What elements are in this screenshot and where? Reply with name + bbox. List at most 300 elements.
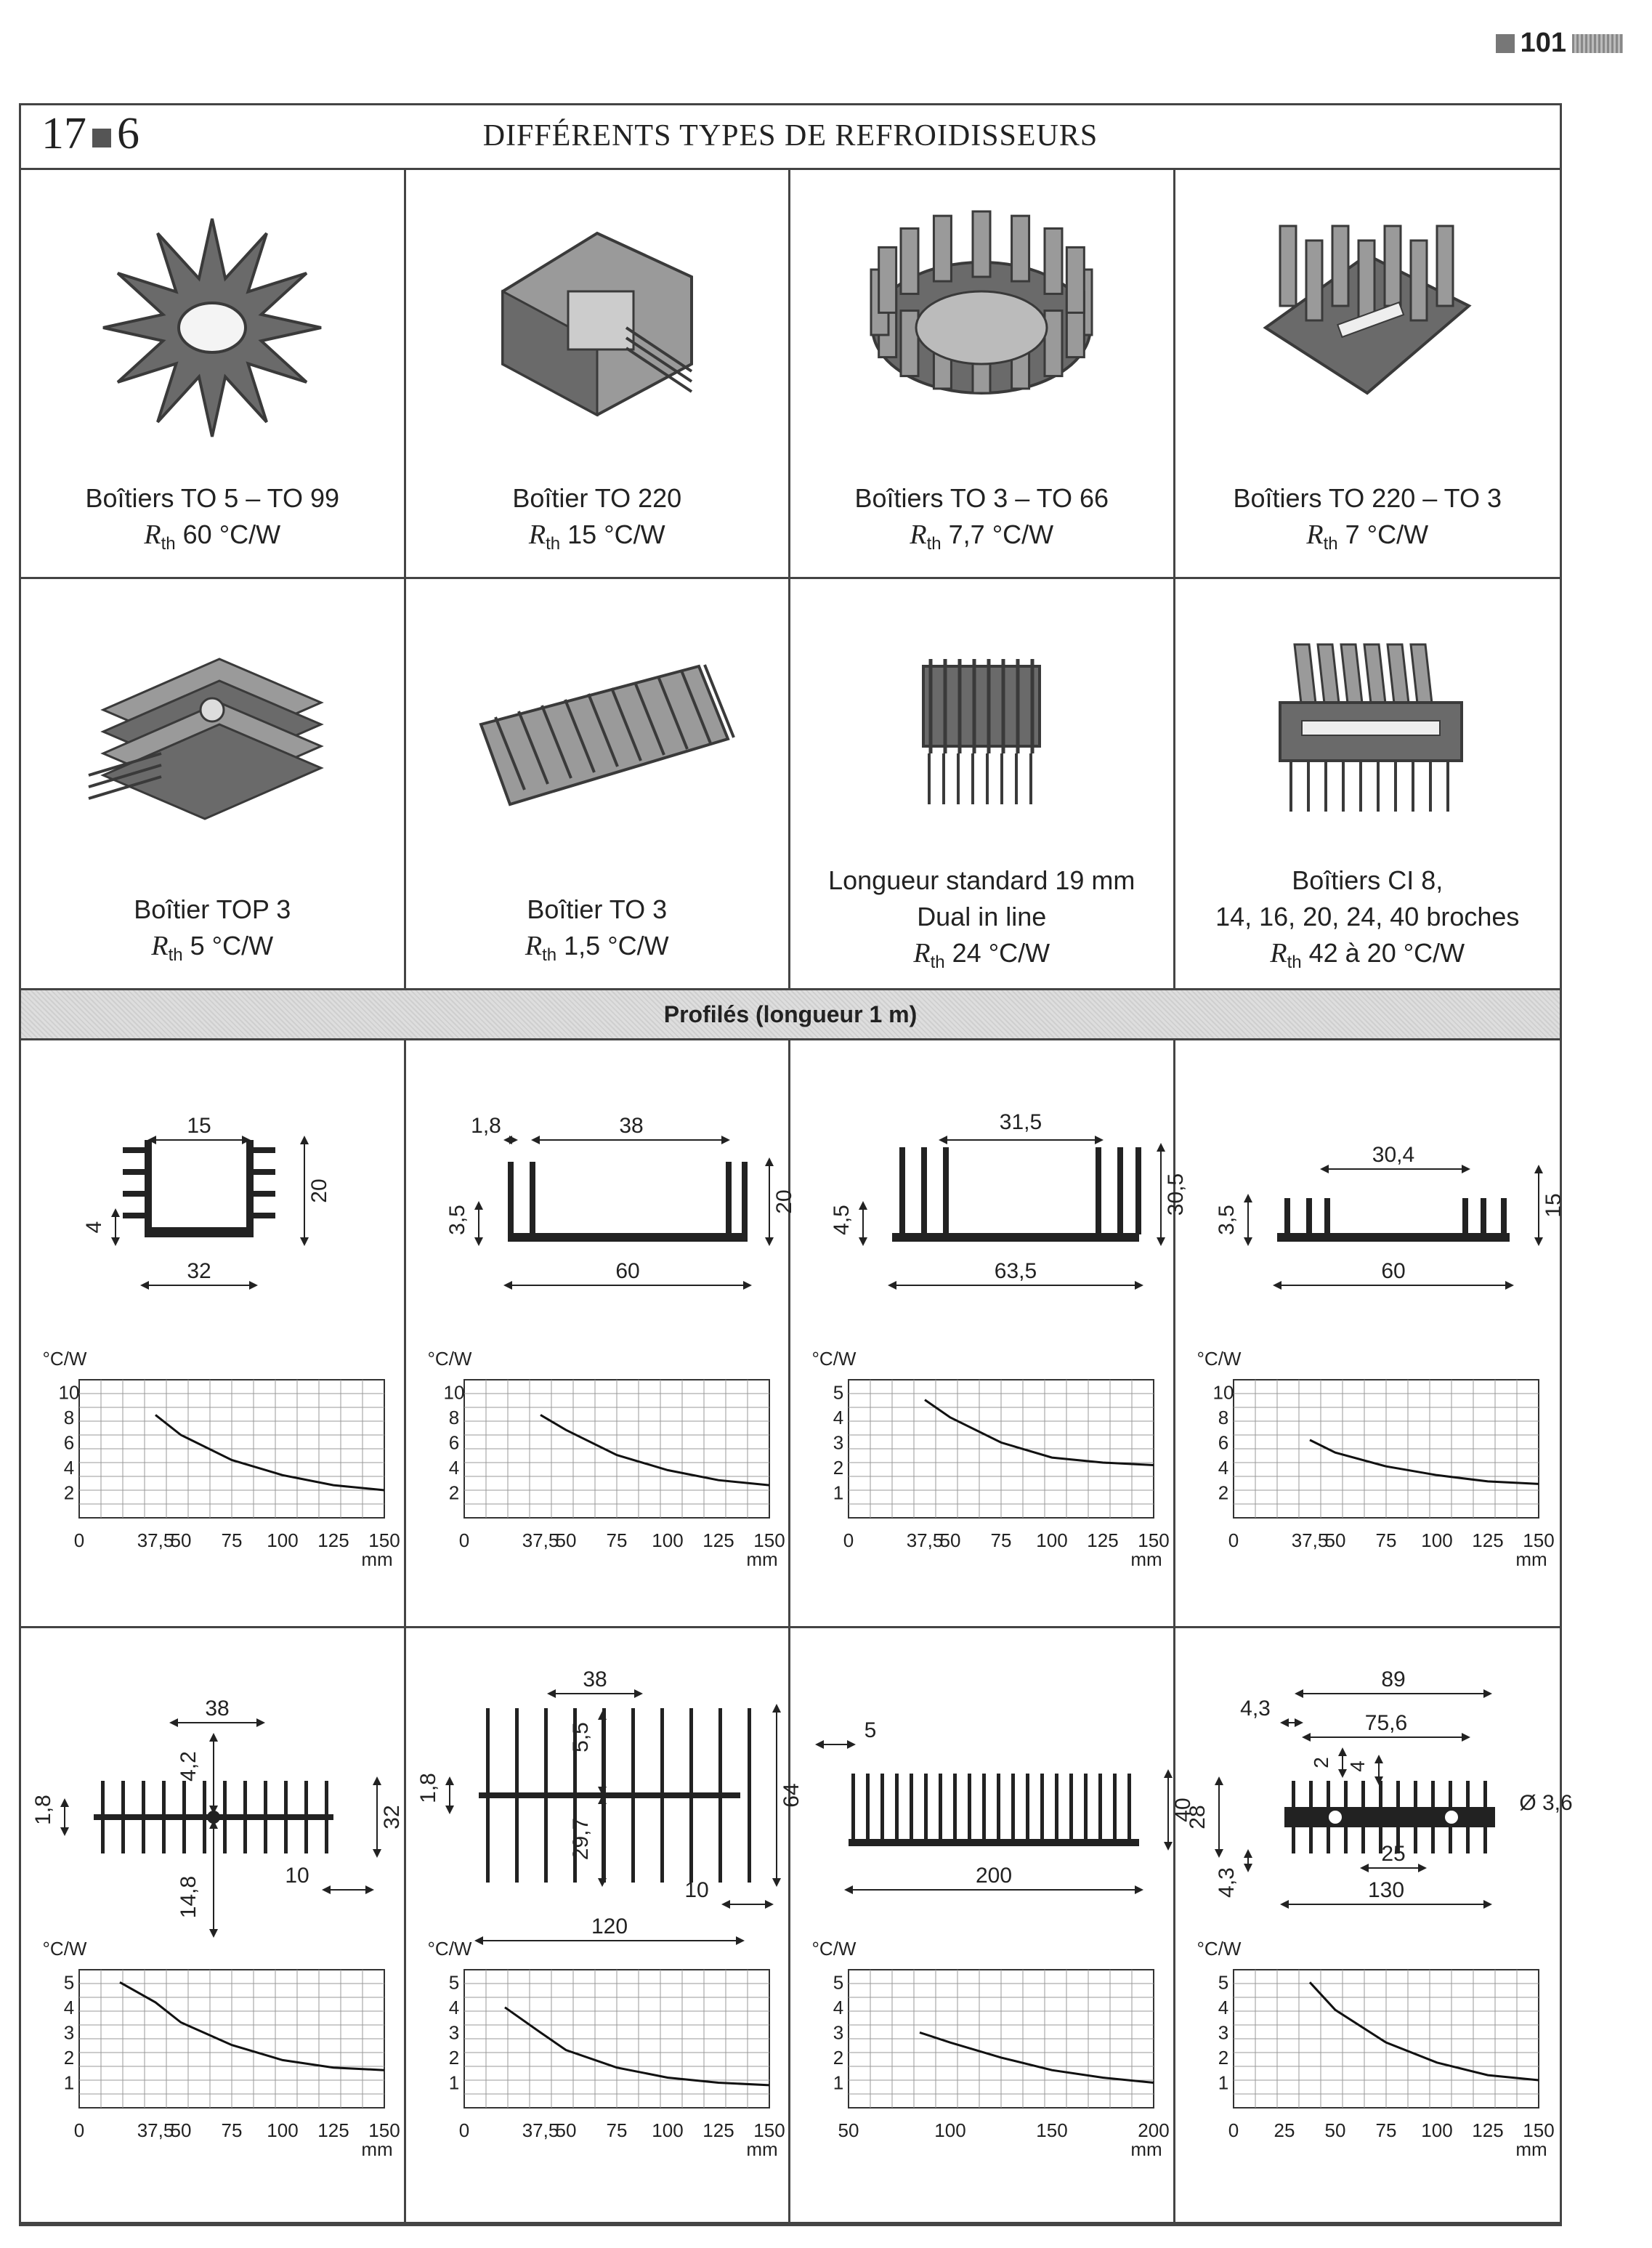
rth-symbol: R xyxy=(913,938,931,969)
profile-svg xyxy=(1175,1628,1573,2209)
y-tick-label: 5 xyxy=(833,1381,844,1404)
profile-cell xyxy=(790,1628,1195,2224)
y-unit-label: °C/W xyxy=(1197,1348,1241,1370)
y-tick-label: 6 xyxy=(448,1431,459,1454)
x-tick-label: 125 xyxy=(317,2119,349,2141)
y-tick-label: 5 xyxy=(448,1971,459,1994)
x-unit-label: mm xyxy=(745,1548,778,1570)
profile-fin xyxy=(254,1191,275,1197)
profile-fin xyxy=(1501,1198,1507,1234)
y-tick-label: 5 xyxy=(833,1971,844,1994)
x-tick-label: 37,5 xyxy=(906,1529,944,1551)
y-tick-label: 2 xyxy=(1218,2046,1228,2069)
rth-symbol: R xyxy=(525,931,543,961)
profile-base xyxy=(508,1233,748,1242)
profile-fin xyxy=(284,1781,288,1853)
profile-fin xyxy=(921,1147,927,1234)
profile-fin xyxy=(1135,1147,1141,1234)
product-caption xyxy=(406,891,789,974)
x-tick-label: 50 xyxy=(838,2119,859,2141)
product-rth xyxy=(406,928,789,974)
product-cell xyxy=(1175,168,1560,579)
profile-fin xyxy=(123,1147,145,1153)
dim-label: 4,3 xyxy=(1214,1867,1239,1898)
y-unit-label: °C/W xyxy=(1197,1938,1241,1960)
dim-label: 1,8 xyxy=(31,1795,55,1825)
profile-svg xyxy=(21,1628,406,2209)
dim-label: 89 xyxy=(1380,1667,1406,1691)
x-tick-label: 75 xyxy=(1375,2119,1396,2141)
product-caption xyxy=(1175,480,1560,562)
profile-fin xyxy=(742,1162,748,1234)
dim-label: 25 xyxy=(1380,1842,1406,1866)
y-unit-label: °C/W xyxy=(427,1348,471,1370)
product-photo xyxy=(459,182,735,429)
profile-fin xyxy=(123,1169,145,1175)
profile-fin xyxy=(953,1774,957,1840)
y-tick-label: 8 xyxy=(63,1406,75,1428)
profile-fin xyxy=(1481,1198,1486,1234)
x-tick-label: 75 xyxy=(990,1529,1012,1551)
x-tick-label: 75 xyxy=(221,2119,243,2141)
rth-subscript: th xyxy=(546,534,561,554)
flat-fin-heatsink-icon xyxy=(481,665,734,804)
profile-fin xyxy=(325,1781,328,1853)
dim-label: 38 xyxy=(582,1667,607,1691)
y-tick-label: 2 xyxy=(448,2046,459,2069)
product-name: Boîtier TOP 3 xyxy=(134,894,291,924)
dim-label: 1,8 xyxy=(470,1114,501,1138)
profile-cell xyxy=(1175,1628,1573,2224)
profile-fin xyxy=(101,1781,105,1853)
x-tick-label: 50 xyxy=(939,1529,961,1551)
product-photo xyxy=(74,594,350,841)
x-tick-label: 125 xyxy=(317,1529,349,1551)
x-unit-label: mm xyxy=(1130,2138,1162,2160)
x-tick-label: 50 xyxy=(170,1529,192,1551)
x-tick-label: 0 xyxy=(458,1529,469,1551)
rth-chart xyxy=(427,1938,785,2160)
dim-label: 120 xyxy=(591,1915,628,1938)
product-photo xyxy=(459,594,735,841)
profile-drawing xyxy=(416,1667,803,1941)
x-tick-label: 0 xyxy=(1228,2119,1239,2141)
y-tick-label: 2 xyxy=(63,2046,75,2069)
profile-fin xyxy=(254,1147,275,1153)
rth-curve xyxy=(925,1400,1154,1465)
rth-symbol: R xyxy=(1306,519,1324,550)
profile-fin xyxy=(1127,1774,1131,1840)
dim-label: 40 xyxy=(1171,1798,1195,1822)
profile-fin xyxy=(1483,1781,1487,1853)
y-tick-label: 3 xyxy=(833,1431,844,1454)
profile-fin xyxy=(1113,1774,1117,1840)
x-tick-label: 125 xyxy=(702,2119,734,2141)
product-cell xyxy=(790,579,1175,990)
star-heatsink-icon xyxy=(103,219,321,437)
x-tick-label: 50 xyxy=(555,1529,576,1551)
y-tick-label: 4 xyxy=(63,1456,75,1479)
y-tick-label: 4 xyxy=(1218,1996,1228,2018)
profile-fin xyxy=(508,1162,514,1234)
x-tick-label: 125 xyxy=(1471,1529,1504,1551)
rth-subscript: th xyxy=(926,534,942,554)
rth-chart xyxy=(427,1348,785,1570)
product-caption xyxy=(1175,862,1560,981)
x-tick-label: 150 xyxy=(1036,2119,1068,2141)
profile-fin xyxy=(1011,1774,1015,1840)
x-tick-label: 100 xyxy=(651,2119,684,2141)
profile-fin xyxy=(982,1774,986,1840)
rth-symbol: R xyxy=(528,519,546,550)
dim-label: 4,5 xyxy=(830,1205,854,1235)
x-tick-label: 37,5 xyxy=(137,1529,174,1551)
dim-label: 4 xyxy=(82,1221,106,1234)
profile-fin xyxy=(997,1774,1000,1840)
x-tick-label: 150 xyxy=(1522,1529,1555,1551)
y-tick-label: 1 xyxy=(1218,2071,1228,2094)
rth-chart xyxy=(1197,1938,1554,2160)
rth-curve xyxy=(1310,1440,1539,1484)
profile-drawing xyxy=(1186,1667,1573,1904)
profile-fin xyxy=(1414,1781,1417,1853)
y-tick-label: 10 xyxy=(1212,1381,1234,1404)
products-grid xyxy=(21,168,1560,990)
rth-symbol: R xyxy=(1270,938,1287,969)
profile-cell xyxy=(1175,1038,1566,1628)
profile-drawing xyxy=(1215,1143,1566,1285)
profile-fin xyxy=(1284,1198,1290,1234)
dim-label: 63,5 xyxy=(994,1259,1037,1283)
dim-label: 3,5 xyxy=(1214,1205,1239,1235)
profile-base xyxy=(1284,1807,1495,1827)
profile-svg xyxy=(21,1038,406,1620)
profile-fin xyxy=(530,1162,535,1234)
rth-chart xyxy=(43,1938,400,2160)
profile-drawing xyxy=(819,1718,1195,1890)
product-caption xyxy=(21,891,404,974)
x-tick-label: 0 xyxy=(73,1529,85,1551)
y-tick-label: 2 xyxy=(833,1456,844,1479)
y-tick-label: 5 xyxy=(1218,1971,1228,1994)
product-cell xyxy=(406,168,791,579)
dim-label: 20 xyxy=(772,1189,796,1214)
dim-label: 30,5 xyxy=(1164,1173,1188,1216)
rth-subscript: th xyxy=(168,945,183,966)
product-name: Boîtiers TO 5 – TO 99 xyxy=(85,483,340,513)
product-rth xyxy=(21,517,404,562)
x-tick-label: 125 xyxy=(702,1529,734,1551)
section-number-right: 6 xyxy=(117,109,139,158)
y-tick-label: 5 xyxy=(63,1971,75,1994)
profile-fin xyxy=(1055,1774,1058,1840)
stacked-plate-heatsink-icon xyxy=(89,659,321,819)
y-tick-label: 3 xyxy=(448,2021,459,2044)
product-name-line2: Dual in line xyxy=(917,902,1047,931)
x-unit-label: mm xyxy=(1515,1548,1547,1570)
table-header xyxy=(21,105,1560,170)
x-tick-label: 50 xyxy=(170,2119,192,2141)
product-rth xyxy=(406,517,789,562)
profile-fin xyxy=(939,1774,942,1840)
product-rth xyxy=(790,517,1173,562)
profile-fin xyxy=(631,1708,635,1883)
product-cell xyxy=(790,168,1175,579)
rth-curve xyxy=(120,1982,384,2070)
table-frame xyxy=(19,103,1573,2226)
x-tick-label: 75 xyxy=(1375,1529,1396,1551)
profile-fin xyxy=(1344,1781,1348,1853)
product-cell xyxy=(21,168,406,579)
profile-fin xyxy=(1040,1774,1044,1840)
rth-chart xyxy=(812,1348,1170,1570)
profile-fin xyxy=(1361,1781,1365,1853)
profile-fin xyxy=(515,1708,519,1883)
page-number xyxy=(1496,28,1623,59)
dim-label: Ø 3,6 xyxy=(1518,1791,1573,1815)
profile-fin xyxy=(718,1708,722,1883)
dim-label: 200 xyxy=(975,1864,1013,1888)
y-tick-label: 4 xyxy=(448,1996,459,2018)
rth-value: 1,5 °C/W xyxy=(556,931,669,961)
dim-label: 130 xyxy=(1367,1878,1404,1902)
product-caption xyxy=(21,480,404,562)
profile-fin xyxy=(486,1708,490,1883)
profile-fin xyxy=(1292,1781,1295,1853)
x-tick-label: 100 xyxy=(1036,1529,1068,1551)
product-cell xyxy=(406,579,791,990)
y-unit-label: °C/W xyxy=(42,1348,87,1370)
rth-chart xyxy=(1197,1348,1554,1570)
dim-label: 3,5 xyxy=(445,1205,469,1235)
x-tick-label: 0 xyxy=(843,1529,854,1551)
dim-label: 60 xyxy=(615,1259,640,1283)
x-tick-label: 37,5 xyxy=(1291,1529,1328,1551)
dim-label: 5,5 xyxy=(568,1722,593,1752)
profile-fin xyxy=(1466,1781,1470,1853)
profile-fin xyxy=(1309,1781,1313,1853)
profile-fin xyxy=(142,1781,145,1853)
profile-fin xyxy=(1026,1774,1029,1840)
y-unit-label: °C/W xyxy=(427,1938,471,1960)
product-cell xyxy=(21,579,406,990)
x-tick-label: 0 xyxy=(73,2119,85,2141)
dim-label: 20 xyxy=(307,1178,331,1203)
dim-label: 64 xyxy=(779,1783,803,1808)
profile-fin xyxy=(726,1162,732,1234)
profile-base xyxy=(892,1233,1139,1242)
x-unit-label: mm xyxy=(361,2138,393,2160)
x-tick-label: 37,5 xyxy=(137,2119,174,2141)
x-tick-label: 50 xyxy=(555,2119,576,2141)
rth-subscript: th xyxy=(1323,534,1338,554)
dim-label: 28 xyxy=(1185,1805,1210,1829)
profile-fin xyxy=(1324,1198,1330,1234)
dim-label: 38 xyxy=(618,1114,644,1138)
rth-value: 24 °C/W xyxy=(944,938,1050,968)
product-photo xyxy=(74,182,350,429)
product-caption xyxy=(406,480,789,562)
mounting-hole xyxy=(1328,1810,1343,1824)
dim-label: 60 xyxy=(1380,1259,1406,1283)
rth-chart xyxy=(812,1938,1170,2160)
profile-fin xyxy=(121,1781,125,1853)
x-tick-label: 150 xyxy=(1522,2119,1555,2141)
square-fin-heatsink-icon xyxy=(1266,226,1469,393)
x-tick-label: 100 xyxy=(1420,1529,1453,1551)
product-name: Boîtiers TO 3 – TO 66 xyxy=(854,483,1109,513)
rth-subscript: th xyxy=(930,953,945,973)
profile-fin xyxy=(880,1774,884,1840)
x-tick-label: 125 xyxy=(1471,2119,1504,2141)
y-tick-label: 2 xyxy=(63,1481,75,1504)
profile-cell xyxy=(21,1628,406,2224)
rth-symbol: R xyxy=(144,519,161,550)
profile-cell xyxy=(790,1038,1188,1628)
y-tick-label: 4 xyxy=(1218,1456,1228,1479)
product-photo xyxy=(1229,594,1505,841)
rth-value: 7 °C/W xyxy=(1337,519,1429,549)
y-unit-label: °C/W xyxy=(811,1348,857,1370)
x-tick-label: 37,5 xyxy=(522,2119,559,2141)
profile-fin xyxy=(254,1169,275,1175)
dim-label: 1,8 xyxy=(416,1773,440,1803)
x-tick-label: 75 xyxy=(606,1529,627,1551)
profile-drawing xyxy=(445,1114,796,1285)
profile-fin xyxy=(162,1781,166,1853)
profile-fin xyxy=(924,1774,928,1840)
product-name: Longueur standard 19 mm xyxy=(828,865,1135,895)
product-rth xyxy=(1175,517,1560,562)
rth-curve xyxy=(540,1415,769,1485)
dim-label: 15 xyxy=(187,1114,211,1138)
page-number-text: 101 xyxy=(1520,28,1566,58)
x-tick-label: 37,5 xyxy=(522,1529,559,1551)
profile-fin xyxy=(264,1781,267,1853)
y-tick-label: 3 xyxy=(833,2021,844,2044)
x-tick-label: 50 xyxy=(1324,2119,1345,2141)
profile-drawing xyxy=(82,1114,331,1285)
page-marker-bar xyxy=(1572,34,1623,53)
y-tick-label: 4 xyxy=(833,1406,844,1428)
y-tick-label: 4 xyxy=(833,1996,844,2018)
ic-clip-heatsink-icon xyxy=(1280,644,1462,812)
x-tick-label: 50 xyxy=(1324,1529,1345,1551)
page-marker-block xyxy=(1496,34,1515,53)
profile-fin xyxy=(895,1774,899,1840)
profile-fin xyxy=(1069,1774,1073,1840)
profile-cell xyxy=(21,1038,406,1628)
y-tick-label: 6 xyxy=(1218,1431,1228,1454)
dim-label: 2 xyxy=(1309,1757,1332,1768)
dim-label: 29,7 xyxy=(568,1817,593,1861)
x-tick-label: 25 xyxy=(1274,2119,1295,2141)
product-photo xyxy=(843,594,1119,841)
profile-fin xyxy=(866,1774,870,1840)
x-unit-label: mm xyxy=(361,1548,393,1570)
profile-fin xyxy=(910,1774,913,1840)
profile-fin xyxy=(1431,1781,1435,1853)
profile-fin xyxy=(689,1708,693,1883)
profile-cell xyxy=(406,1038,796,1628)
product-photo xyxy=(843,182,1119,429)
dim-label: 14,8 xyxy=(177,1875,201,1919)
profile-svg xyxy=(1175,1038,1566,1620)
rth-value: 60 °C/W xyxy=(175,519,281,549)
profile-fin xyxy=(899,1147,905,1234)
y-tick-label: 10 xyxy=(58,1381,80,1404)
dim-label: 38 xyxy=(205,1697,230,1721)
dim-label: 32 xyxy=(380,1805,404,1829)
profile-fin xyxy=(123,1191,145,1197)
y-tick-label: 1 xyxy=(63,2071,75,2094)
product-cell xyxy=(1175,579,1560,990)
rth-chart xyxy=(43,1348,400,1570)
mounting-hole xyxy=(1444,1810,1459,1824)
profile-fin xyxy=(1098,1774,1102,1840)
dim-label: 30,4 xyxy=(1372,1143,1414,1167)
y-tick-label: 4 xyxy=(448,1456,459,1479)
profile-fin xyxy=(1117,1147,1123,1234)
profile-fin xyxy=(943,1147,949,1234)
profile-fin xyxy=(1462,1198,1468,1234)
x-tick-label: 100 xyxy=(934,2119,966,2141)
profile-fin xyxy=(254,1213,275,1218)
product-rth xyxy=(21,928,404,974)
rth-value: 5 °C/W xyxy=(182,931,274,961)
y-tick-label: 2 xyxy=(833,2046,844,2069)
y-tick-label: 8 xyxy=(1218,1406,1228,1428)
profile-fin xyxy=(304,1781,308,1853)
round-fin-heatsink-icon xyxy=(871,211,1092,393)
profile-base xyxy=(849,1839,1139,1846)
dim-label: 75,6 xyxy=(1364,1711,1407,1735)
y-tick-label: 2 xyxy=(1218,1481,1228,1504)
y-tick-label: 1 xyxy=(448,2071,459,2094)
product-rth xyxy=(790,935,1173,981)
y-tick-label: 8 xyxy=(448,1406,459,1428)
x-tick-label: 100 xyxy=(267,1529,299,1551)
product-name: Boîtiers TO 220 – TO 3 xyxy=(1233,483,1502,513)
x-tick-label: 125 xyxy=(1087,1529,1119,1551)
product-name-line2: 14, 16, 20, 24, 40 broches xyxy=(1215,902,1520,931)
section-title: DIFFÉRENTS TYPES DE REFROIDISSEURS xyxy=(482,119,1098,153)
profile-fin xyxy=(243,1781,247,1853)
x-tick-label: 0 xyxy=(458,2119,469,2141)
rth-subscript: th xyxy=(1287,953,1302,973)
x-tick-label: 100 xyxy=(267,2119,299,2141)
x-unit-label: mm xyxy=(745,2138,778,2160)
profile-base xyxy=(145,1227,254,1237)
profile-svg xyxy=(406,1038,796,1620)
product-rth xyxy=(1175,935,1560,981)
x-tick-label: 75 xyxy=(606,2119,627,2141)
profile-svg xyxy=(406,1628,803,2209)
profile-fin xyxy=(1306,1198,1312,1234)
dim-label: 32 xyxy=(187,1259,211,1283)
y-unit-label: °C/W xyxy=(42,1938,87,1960)
profile-svg xyxy=(790,1628,1195,2209)
dim-label: 4,3 xyxy=(1239,1697,1271,1721)
profile-fin xyxy=(851,1774,855,1840)
dil-heatsink-icon xyxy=(923,659,1040,804)
profile-fin xyxy=(145,1140,152,1234)
profile-drawing xyxy=(830,1110,1188,1285)
profile-fin xyxy=(223,1781,227,1853)
x-tick-label: 100 xyxy=(651,1529,684,1551)
product-name: Boîtiers CI 8, xyxy=(1292,865,1444,895)
product-caption xyxy=(790,862,1173,981)
